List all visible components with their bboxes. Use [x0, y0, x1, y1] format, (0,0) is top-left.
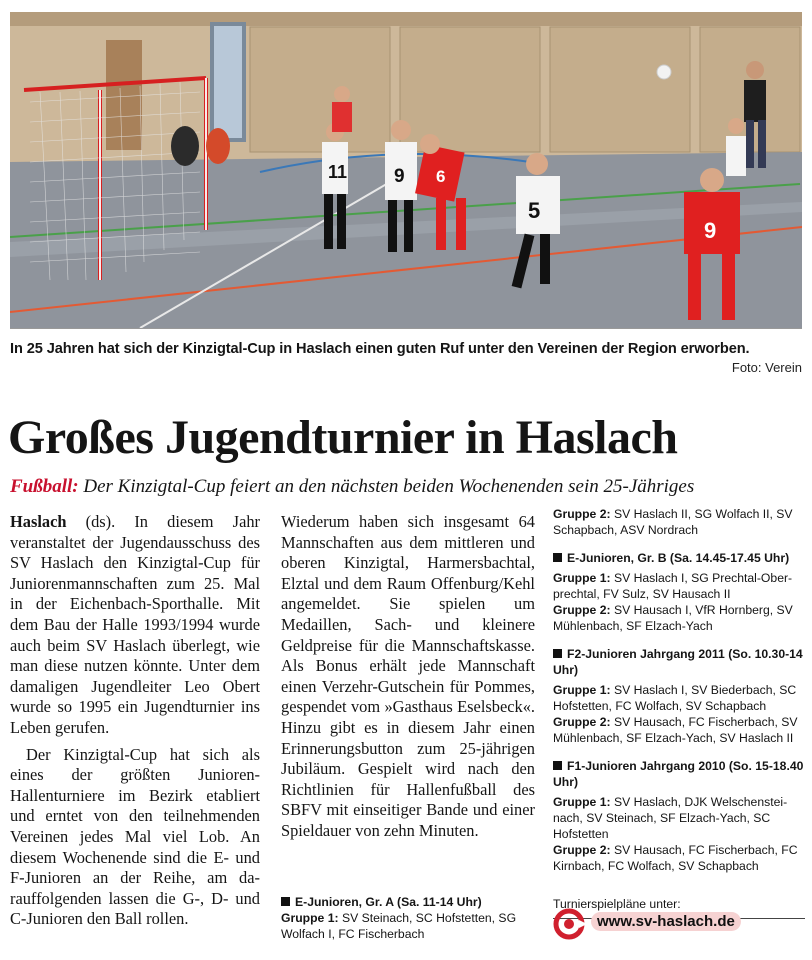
square-bullet-icon [281, 897, 290, 906]
website-link[interactable]: www.sv-haslach.de [591, 912, 741, 931]
paragraph-2-continued [281, 512, 535, 842]
schedule-group: Gruppe 2: SV Haslach II, SG Wolfach II, SV Schapbach, ASV Nordrach [553, 507, 793, 537]
schedule-block-e-junioren-a [281, 894, 535, 942]
jersey-number: 11 [328, 162, 348, 182]
schedule-group: Gruppe 2: SV Hausach I, VfR Hornberg, SV Mühlenbach, SF Elzach-Yach [553, 603, 793, 633]
schedule-heading: F2-Junioren Jahrgang 2011 (So. 10.30-14 Uhr) [553, 647, 803, 677]
jersey-number: 9 [704, 218, 717, 243]
jersey-number: 5 [528, 198, 541, 223]
article-photo [10, 12, 802, 329]
schedule-group: Gruppe 1: SV Haslach I, SG Prechtal-Oberprechtal, FV Sulz, SV Hausach II [553, 571, 793, 601]
article-column-1 [10, 512, 260, 930]
website-box [553, 906, 763, 942]
subheadline-text: Der Kinzigtal-Cup feiert an den nächsten beiden Wochenenden sein 25-Jähriges [83, 476, 695, 497]
paragraph-1 [10, 512, 260, 739]
schedule-footer-label: Turnierspielpläne unter: [553, 897, 681, 911]
schedule-group: Gruppe 2: SV Hausach, FC Fischerbach, SV Mühlenbach, SF Elzach-Yach, SV Haslach II [553, 715, 798, 745]
paragraph-1-text: (ds). In diesem Jahr veranstaltet der Jugendausschuss des SV Haslach den Kinzigtal-Cup für Juniorenmannschaften zum 25. Mal in der Eichenbach-Sporthalle. Mit dem Bau der Halle 1993/1994 wurde auch beim SV Haslach überlegt, wie man diese nutzen könnte. Unter dem damaligen Jugendleiter Leo Obert wurde so 1995 ein Jugendturnier ins Leben gerufen. [10, 512, 260, 737]
square-bullet-icon [553, 649, 562, 658]
square-bullet-icon [553, 553, 562, 562]
headline: Großes Jugendturnier in Haslach [8, 411, 678, 464]
photo-caption: In 25 Jahren hat sich der Kinzigtal-Cup in Haslach einen guten Ruf unter den Vereinen der Region erworben. [10, 341, 750, 357]
subheadline [10, 475, 810, 499]
paragraph-2-part-1: Der Kinzigtal-Cup hat sich als eines der größten Junioren-Hallenturniere im Bezirk etabliert und erntet von den teilnehmenden Vereinen jedes Mal viel Lob. An diesem Wochenende sind die E- und F-Junioren an der Reihe, am darauffolgenden lassen die G-, D- und C-Junioren den Ball rollen. [10, 744, 260, 929]
schedule-group: Gruppe 1: SV Haslach, DJK Welschensteinach, SV Steinach, SF Elzach-Yach, SC Hofstetten [553, 795, 788, 841]
schedule-heading: F1-Junioren Jahrgang 2010 (So. 15-18.40 Uhr) [553, 759, 804, 789]
paragraph-2-part-2: Wiederum haben sich insgesamt 64 Mannschaften aus dem mittleren und oberen Kinzigtal, Harmersbachtal, Elztal und dem Raum Offenburg/Kehl angemeldet. Sie spielen um Medaillen, Sach- und kleinere Geldpreise für die Mannschaftskasse. Als Bonus erhält jede Mannschaft einen Verzehr-Gutschein für Pommes, gespendet vom »Gasthaus Eselsbeck«. Hinzu gibt es in diesem Jahr einen Erinnerungsbutton zum 25-jährigen Jubiläum. Gespielt wird nach den Richtlinien für Hallenfußball des SBFV mit einseitiger Bande und einer Spieldauer von zehn Minuten. [281, 512, 535, 840]
article-column-2 [281, 512, 535, 842]
schedule-group: Gruppe 1: SV Steinach, SC Hofstetten, SG Wolfach I, FC Fischerbach [281, 911, 517, 941]
sv-haslach-logo-icon [553, 908, 587, 940]
paragraph-2 [10, 745, 260, 930]
square-bullet-icon [553, 761, 562, 770]
dateline: Haslach [10, 512, 67, 531]
schedule-column [553, 506, 805, 919]
futsal-scene-image [10, 12, 802, 328]
photo-credit: Foto: Verein [731, 360, 802, 375]
schedule-group: Gruppe 2: SV Hausach, FC Fischerbach, FC Kirnbach, FC Wolfach, SV Schapbach [553, 843, 798, 873]
schedule-heading: E-Junioren, Gr. A (Sa. 11-14 Uhr) [281, 894, 535, 910]
jersey-number: 6 [436, 167, 446, 186]
schedule-heading: E-Junioren, Gr. B (Sa. 14.45-17.45 Uhr) [553, 550, 805, 566]
schedule-group: Gruppe 1: SV Haslach I, SV Biederbach, SC Hofstetten, FC Wolfach, SV Schapbach [553, 683, 797, 713]
kicker: Fußball: [10, 476, 79, 497]
jersey-number: 9 [394, 166, 405, 187]
